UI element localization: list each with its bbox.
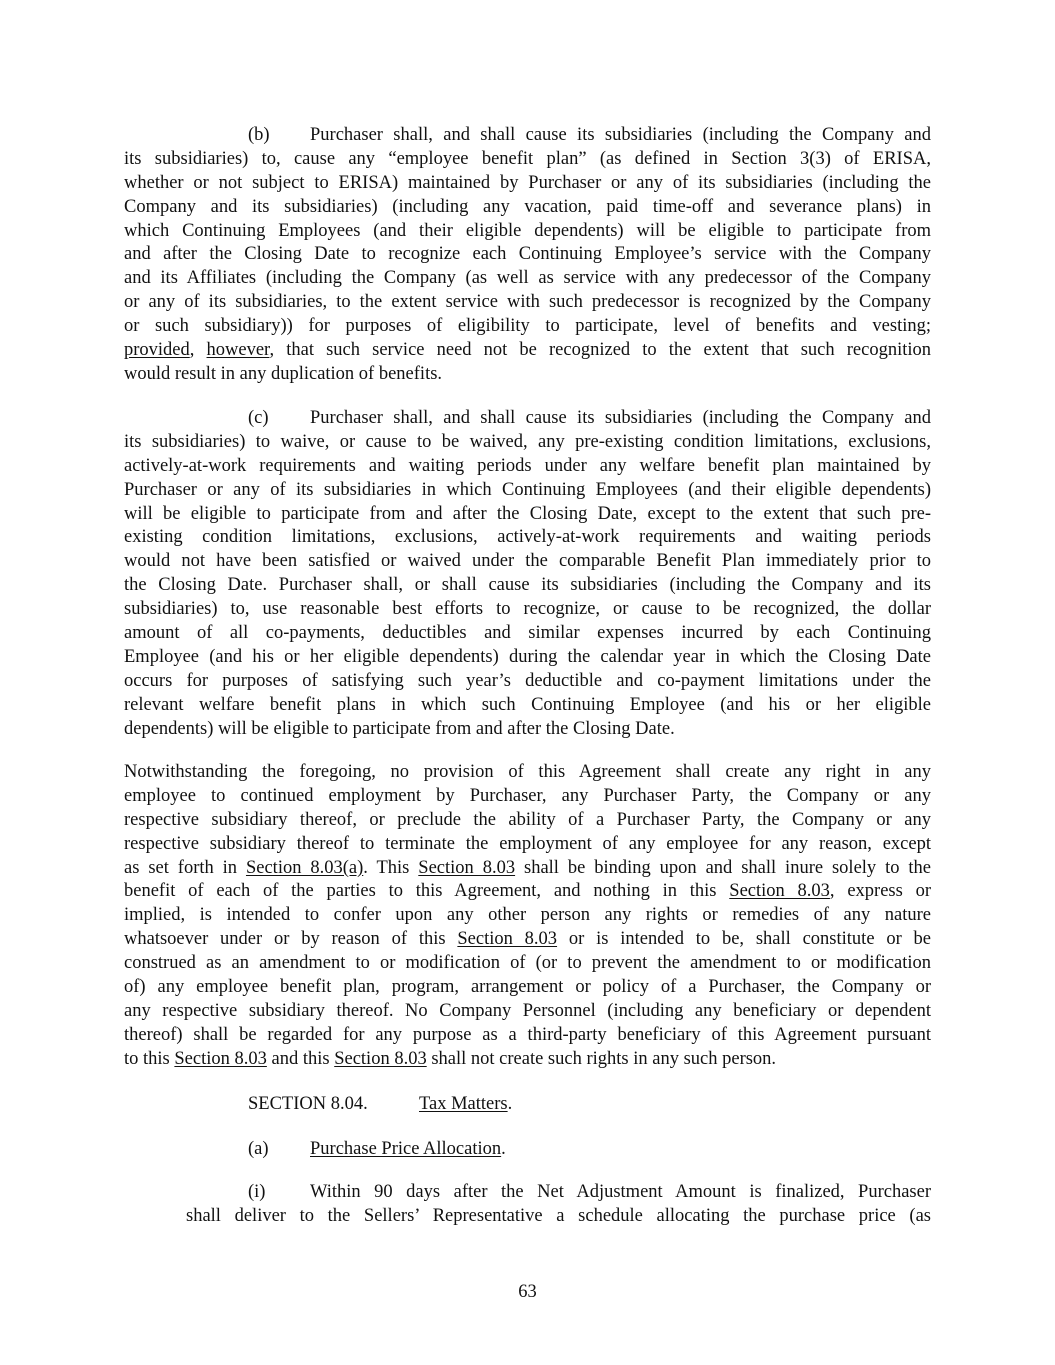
item-i-paragraph: (i) Within 90 days after the Net Adjustment Amount is finalized, Purchaser shall deliver to the Sellers’ Representative a schedule allocating the purchase price (as	[186, 1182, 931, 1226]
section-ref-link: Section 8.03	[334, 1048, 427, 1069]
section-number: SECTION 8.04.	[248, 1094, 368, 1114]
page-number: 63	[518, 1282, 537, 1302]
subsection-heading-a: (a) Purchase Price Allocation.	[248, 1139, 506, 1159]
section-ref-link: Section 8.03	[729, 881, 830, 902]
paragraph-label-b: (b)	[248, 125, 270, 145]
section-ref-link: Section 8.03	[457, 929, 558, 950]
section-ref-link: Section 8.03(a)	[245, 857, 364, 878]
section-title: Tax Matters	[419, 1094, 508, 1114]
section-ref-link: Section 8.03	[174, 1048, 267, 1069]
section-ref-link: Section 8.03	[418, 857, 516, 878]
provided-term: provided	[124, 340, 190, 361]
paragraph-notwithstanding: Notwithstanding the foregoing, no provision of this Agreement shall create any right in any employee to continued employment by Purchaser, any Purchaser Party, the Company or any respective subsidiary thereof, or preclude the ability of a Purchaser Party, the Company or any respective subsidiary thereof to terminate the employment of any employee for any reason, except as set forth in Section 8.03(a). This Section 8.03 shall be binding upon and shall inure solely to the benefit of each of the parties to this Agreement, and nothing in this Section 8.03, express or implied, is intended to confer upon any other person any rights or remedies of any nature whatsoever under or by reason of this Section 8.03 or is intended to be, shall constitute or be construed as an amendment to or modification of (or to prevent the amendment to or modification of) any employee benefit plan, program, arrangement or policy of a Purchaser, the Company or any respective subsidiary thereof. No Company Personnel (including any beneficiary or dependent thereof) shall be regarded for any purpose as a third-party beneficiary of this Agreement pursuant to this Section 8.03 and this Section 8.03 shall not create such rights in any such person.	[124, 762, 932, 1069]
subsection-title: Purchase Price Allocation	[310, 1139, 502, 1159]
however-term: however	[206, 340, 270, 361]
subsection-label: (a)	[248, 1139, 269, 1159]
section-heading-8-04: SECTION 8.04. Tax Matters.	[248, 1094, 513, 1114]
paragraph-b: (b) Purchaser shall, and shall cause its subsidiaries (including the Company and its subsidiaries) to, cause any “employee benefit plan” (as defined in Section 3(3) of ERISA, whether or not subject to ERISA) maintained by Purchaser or any of its subsidiaries (including the Company and its subsidiaries) (including any vacation, paid time-off and severance plans) in which Continuing Employees (and their eligible dependents) will be eligible to participate from and after the Closing Date to recognize each Continuing Employee’s service with the Company and its Affiliates (including the Company (as well as service with any predecessor of the Company or any of its subsidiaries, to the extent service with such predecessor is recognized by the Company or such subsidiary)) for purposes of eligibility to participate, level of benefits and vesting; provided, however, that such service need not be recognized to the extent that such recognition would result in any duplication of benefits.	[124, 125, 931, 384]
paragraph-c: (c) Purchaser shall, and shall cause its subsidiaries (including the Company and its subsidiaries) to waive, or cause to be waived, any pre-existing condition limitations, exclusions, actively-at-work requirements and waiting periods under any welfare benefit plan maintained by Purchaser or any of its subsidiaries in which Continuing Employees (and their eligible dependents) will be eligible to participate from and after the Closing Date, except to the extent that such pre- existing condition limitations, exclusions, actively-at-work requirements and waiting periods would not have been satisfied or waived under the comparable Benefit Plan immediately prior to the Closing Date. Purchaser shall, or shall cause its subsidiaries (including the Company and its subsidiaries) to, use reasonable best efforts to recognize, or cause to be recognized, the dollar amount of all co-payments, deductibles and similar expenses incurred by each Continuing Employee (and his or her eligible dependents) during the calendar year in which the Closing Date occurs for purposes of satisfying such year’s deductible and co-payment limitations under the relevant welfare benefit plans in which such Continuing Employee (and his or her eligible dependents) will be eligible to participate from and after the Closing Date.	[124, 408, 931, 739]
item-label: (i)	[248, 1182, 266, 1202]
paragraph-label-c: (c)	[248, 408, 269, 428]
